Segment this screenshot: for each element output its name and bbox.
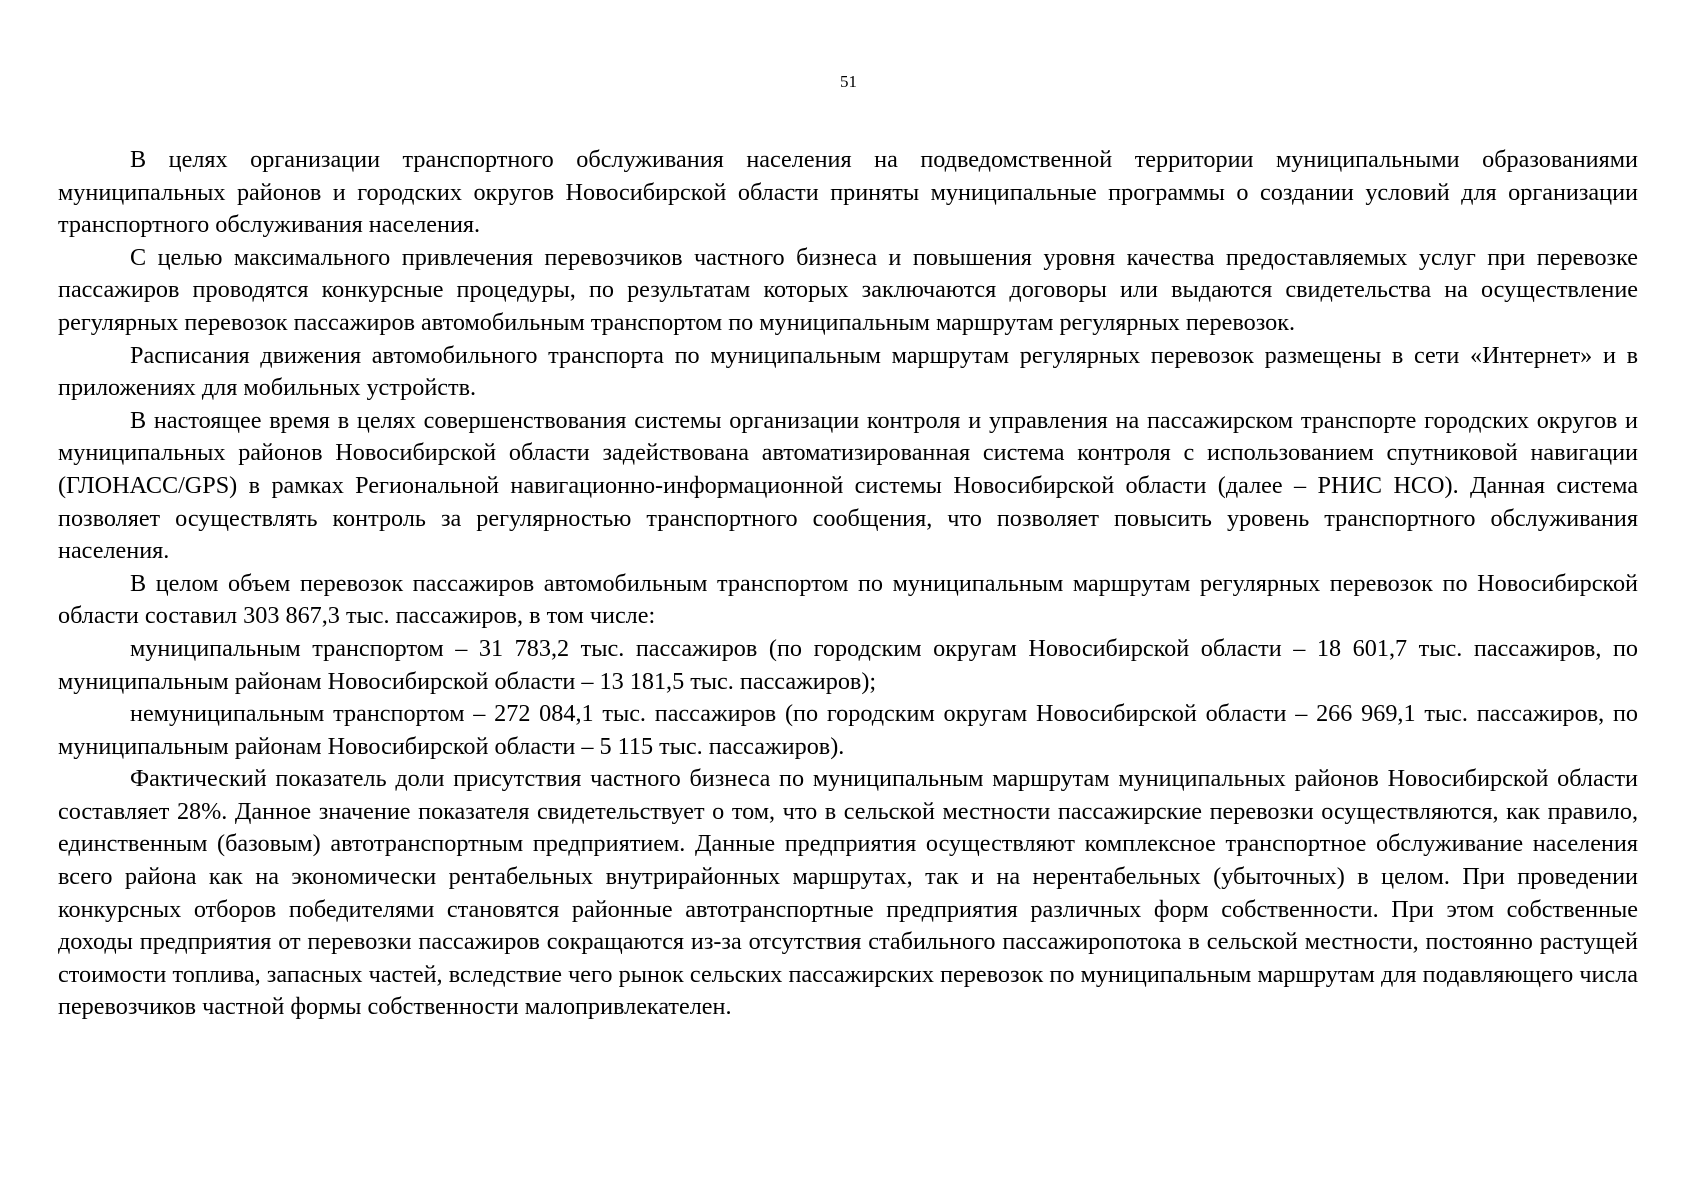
paragraph-total-volume: В целом объем перевозок пассажиров автомобильным транспортом по муниципальным маршрутам регулярных перевозок по Новосибирской области составил 303 867,3 тыс. пассажиров, в том числе: <box>58 569 1638 630</box>
paragraph-transport-programs: В целях организации транспортного обслуживания населения на подведомственной территории муниципальными образованиями муниципальных районов и городских округов Новосибирской области приняты муниципальные программы о создании условий для организации транспортного обслуживания населения. <box>58 146 1638 239</box>
paragraph-municipal-transport: муниципальным транспортом – 31 783,2 тыс. пассажиров (по городским округам Новосибирской области – 18 601,7 тыс. пассажиров, по муниципальным районам Новосибирской области – 13 181,5 тыс. пассажиров); <box>58 634 1638 695</box>
document-body <box>58 144 1638 1024</box>
paragraph-schedules: Расписания движения автомобильного транспорта по муниципальным маршрутам регулярных перевозок размещены в сети «Интернет» и в приложениях для мобильных устройств. <box>58 341 1638 402</box>
paragraph-navigation-system: В настоящее время в целях совершенствования системы организации контроля и управления на пассажирском транспорте городских округов и муниципальных районов Новосибирской области задействована автоматизированная система контроля с использованием спутниковой навигации (ГЛОНАСС/GPS) в рамках Региональной навигационно-информационной системы Новосибирской области (далее – РНИС НСО). Данная система позволяет осуществлять контроль за регулярностью транспортного сообщения, что позволяет повысить уровень транспортного обслуживания населения. <box>58 406 1638 565</box>
paragraph-private-business-share: Фактический показатель доли присутствия частного бизнеса по муниципальным маршрутам муниципальных районов Новосибирской области составляет 28%. Данное значение показателя свидетельствует о том, что в сельской местности пассажирские перевозки осуществляются, как правило, единственным (базовым) автотранспортным предприятием. Данные предприятия осуществляют комплексное транспортное обслуживание населения всего района как на экономически рентабельных внутрирайонных маршрутах, так и на нерентабельных (убыточных) в целом. При проведении конкурсных отборов победителями становятся районные автотранспортные предприятия различных форм собственности. При этом собственные доходы предприятия от перевозки пассажиров сокращаются из-за отсутствия стабильного пассажиропотока в сельской местности, постоянно растущей стоимости топлива, запасных частей, вследствие чего рынок сельских пассажирских перевозок по муниципальным маршрутам для подавляющего числа перевозчиков частной формы собственности малопривлекателен. <box>58 765 1638 1021</box>
page-number: 51 <box>840 72 857 91</box>
paragraph-non-municipal-transport: немуниципальным транспортом – 272 084,1 тыс. пассажиров (по городским округам Новосибирской области – 266 969,1 тыс. пассажиров, по муниципальным районам Новосибирской области – 5 115 тыс. пассажиров). <box>58 700 1638 760</box>
paragraph-competitive-procedures: С целью максимального привлечения перевозчиков частного бизнеса и повышения уровня качества предоставляемых услуг при перевозке пассажиров проводятся конкурсные процедуры, по результатам которых заключаются договоры или выдаются свидетельства на осуществление регулярных перевозок пассажиров автомобильным транспортом по муниципальным маршрутам регулярных перевозок. <box>58 243 1638 336</box>
